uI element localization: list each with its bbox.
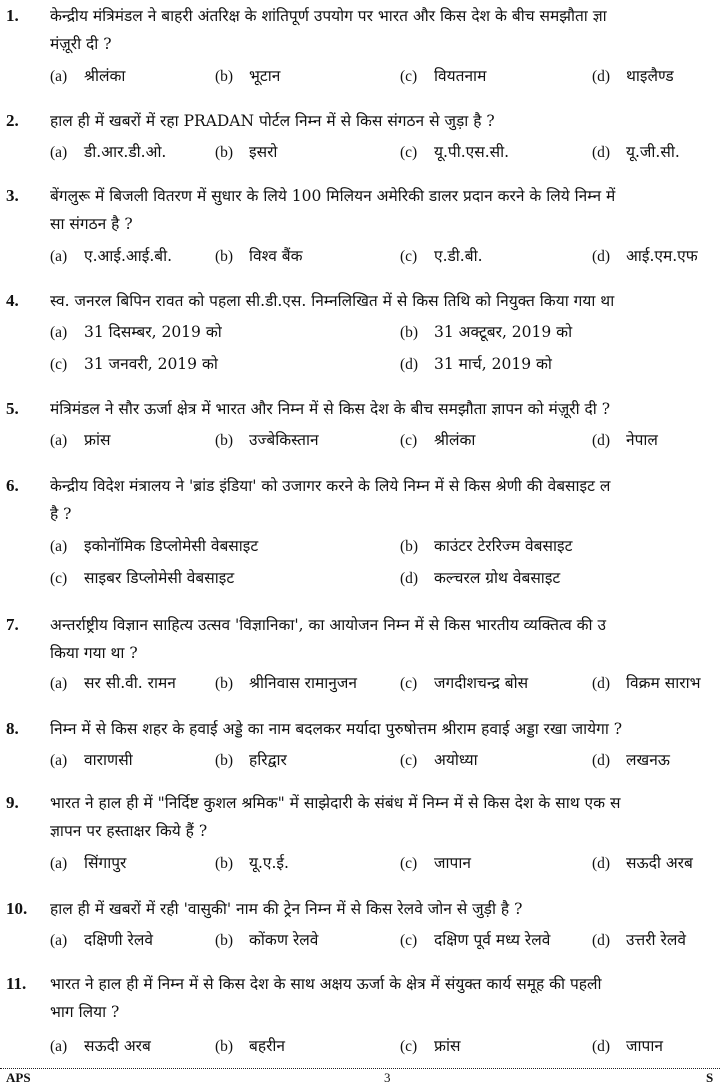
question-text — [50, 789, 720, 845]
options-row — [0, 350, 720, 378]
question-text-line: हाल ही में खबरों में रही 'वासुकी' नाम की ट्रेन निम्न में से किस रेलवे जोन से जुड़ी है ? — [50, 900, 523, 918]
question-number: 5. — [6, 399, 19, 418]
option-d: (d) थाइलैण्ड — [592, 67, 674, 85]
question-text — [50, 287, 720, 315]
question-text — [50, 715, 720, 743]
question-text — [50, 395, 720, 423]
footer-code: APS — [6, 1070, 31, 1085]
option-b: (b) काउंटर टेररिज्म वेबसाइट — [400, 537, 573, 555]
option-b: (b) यू.ए.ई. — [215, 854, 289, 872]
question-text — [50, 611, 720, 667]
option-d: (d) सऊदी अरब — [592, 854, 693, 872]
question-text-line: केन्द्रीय मंत्रिमंडल ने बाहरी अंतरिक्ष के शांतिपूर्ण उपयोग पर भारत और किस देश के बीच समझौता ज्ञा — [50, 7, 607, 25]
option-d: (d) कल्चरल ग्रोथ वेबसाइट — [400, 569, 561, 587]
option-a: (a) सऊदी अरब — [50, 1037, 151, 1055]
options-row — [0, 138, 720, 166]
option-c: (c) यू.पी.एस.सी. — [400, 143, 510, 161]
question-text-line: अन्तर्राष्ट्रीय विज्ञान साहित्य उत्सव 'विज्ञानिका', का आयोजन निम्न में से किस भारतीय व्यक्तित्व की उ — [50, 616, 606, 634]
option-d: (d) लखनऊ — [592, 751, 670, 769]
option-c: (c) श्रीलंका — [400, 431, 476, 449]
question-number: 1. — [6, 6, 19, 25]
option-c: (c) वियतनाम — [400, 67, 487, 85]
options-row — [0, 669, 720, 697]
option-c: (c) ए.डी.बी. — [400, 247, 483, 265]
option-c: (c) जापान — [400, 854, 471, 872]
option-a: (a) श्रीलंका — [50, 67, 126, 85]
option-d: (d) 31 मार्च, 2019 को — [400, 355, 552, 373]
question-number: 2. — [6, 111, 19, 130]
options-row — [0, 564, 720, 592]
option-b: (b) बहरीन — [215, 1037, 286, 1055]
option-d: (d) यू.जी.सी. — [592, 143, 680, 161]
question-text-line: मंज़ूरी दी ? — [50, 35, 112, 53]
question-number: 9. — [6, 793, 19, 812]
options-row — [0, 242, 720, 270]
option-c: (c) 31 जनवरी, 2019 को — [50, 355, 218, 373]
question-text-line: भाग लिया ? — [50, 1003, 120, 1021]
question-text — [50, 182, 720, 238]
option-d: (d) उत्तरी रेलवे — [592, 931, 686, 949]
question-text-line: निम्न में से किस शहर के हवाई अड्डे का नाम बदलकर मर्यादा पुरुषोत्तम श्रीराम हवाई अड्डा रखा जायेगा ? — [50, 720, 623, 738]
options-row — [0, 849, 720, 877]
footer-series: S — [706, 1070, 714, 1085]
option-a: (a) 31 दिसम्बर, 2019 को — [50, 323, 222, 341]
question-number: 11. — [6, 974, 27, 993]
option-b: (b) कोंकण रेलवे — [215, 931, 319, 949]
question-text-line: है ? — [50, 505, 72, 523]
question-text — [50, 970, 720, 1026]
question-text — [50, 107, 720, 135]
option-b: (b) 31 अक्टूबर, 2019 को — [400, 323, 573, 341]
option-a: (a) ए.आई.आई.बी. — [50, 247, 173, 265]
question-text-line: स्व. जनरल बिपिन रावत को पहला सी.डी.एस. निम्नलिखित में से किस तिथि को नियुक्त किया गया था — [50, 292, 615, 310]
option-d: (d) जापान — [592, 1037, 663, 1055]
question-text — [50, 2, 720, 58]
option-b: (b) हरिद्वार — [215, 751, 287, 769]
option-b: (b) भूटान — [215, 67, 281, 85]
option-b: (b) उज्बेकिस्तान — [215, 431, 319, 449]
option-a: (a) डी.आर.डी.ओ. — [50, 143, 167, 161]
option-d: (d) नेपाल — [592, 431, 658, 449]
option-b: (b) विश्व बैंक — [215, 247, 303, 265]
question-text-line: बेंगलुरू में बिजली वितरण में सुधार के लिये 100 मिलियन अमेरिकी डालर प्रदान करने के लिये निम्न में — [50, 187, 616, 205]
option-c: (c) जगदीशचन्द्र बोस — [400, 674, 529, 692]
question-number: 4. — [6, 291, 19, 310]
option-c: (c) दक्षिण पूर्व मध्य रेलवे — [400, 931, 551, 949]
question-number: 10. — [6, 899, 28, 918]
option-b: (b) इसरो — [215, 143, 278, 161]
question-text-line: सा संगठन है ? — [50, 215, 133, 233]
option-b: (b) श्रीनिवास रामानुजन — [215, 674, 357, 692]
page-footer — [0, 1064, 720, 1085]
options-row — [0, 426, 720, 454]
option-a: (a) इकोनॉमिक डिप्लोमेसी वेबसाइट — [50, 537, 259, 555]
option-a: (a) दक्षिणी रेलवे — [50, 931, 153, 949]
options-row — [0, 318, 720, 346]
question-text-line: मंत्रिमंडल ने सौर ऊर्जा क्षेत्र में भारत और निम्न में से किस देश के बीच समझौता ज्ञापन को मंज़ूरी दी ? — [50, 400, 611, 418]
question-text-line: भारत ने हाल ही में निम्न में से किस देश के साथ अक्षय ऊर्जा के क्षेत्र में संयुक्त कार्य समूह की पहली — [50, 975, 602, 993]
option-a: (a) सर सी.वी. रामन — [50, 674, 176, 692]
options-row — [0, 1032, 720, 1060]
question-text — [50, 472, 720, 528]
question-text-line: केन्द्रीय विदेश मंत्रालय ने 'ब्रांड इंडिया' को उजागर करने के लिये निम्न में से किस श्रेणी की वेबसाइट ल — [50, 477, 611, 495]
option-a: (a) सिंगापुर — [50, 854, 127, 872]
question-text-line: ज्ञापन पर हस्ताक्षर किये हैं ? — [50, 822, 208, 840]
options-row — [0, 62, 720, 90]
question-number: 7. — [6, 615, 19, 634]
option-d: (d) आई.एम.एफ — [592, 247, 698, 265]
question-text-line: हाल ही में खबरों में रहा PRADAN पोर्टल निम्न में से किस संगठन से जुड़ा है ? — [50, 112, 495, 130]
question-text-line: किया गया था ? — [50, 644, 138, 662]
options-row — [0, 926, 720, 954]
option-d: (d) विक्रम साराभ — [592, 674, 701, 692]
option-c: (c) साइबर डिप्लोमेसी वेबसाइट — [50, 569, 235, 587]
option-a: (a) फ्रांस — [50, 431, 111, 449]
question-number: 6. — [6, 476, 19, 495]
question-number: 8. — [6, 719, 19, 738]
option-c: (c) अयोध्या — [400, 751, 478, 769]
options-row — [0, 746, 720, 774]
question-number: 3. — [6, 186, 19, 205]
question-text — [50, 895, 720, 923]
options-row — [0, 532, 720, 560]
question-text-line: भारत ने हाल ही में "निर्दिष्ट कुशल श्रमिक" में साझेदारी के संबंध में निम्न में से किस देश के साथ एक स — [50, 794, 621, 812]
option-c: (c) फ्रांस — [400, 1037, 461, 1055]
page-number: 3 — [384, 1070, 391, 1085]
footer-divider — [0, 1068, 720, 1069]
option-a: (a) वाराणसी — [50, 751, 133, 769]
